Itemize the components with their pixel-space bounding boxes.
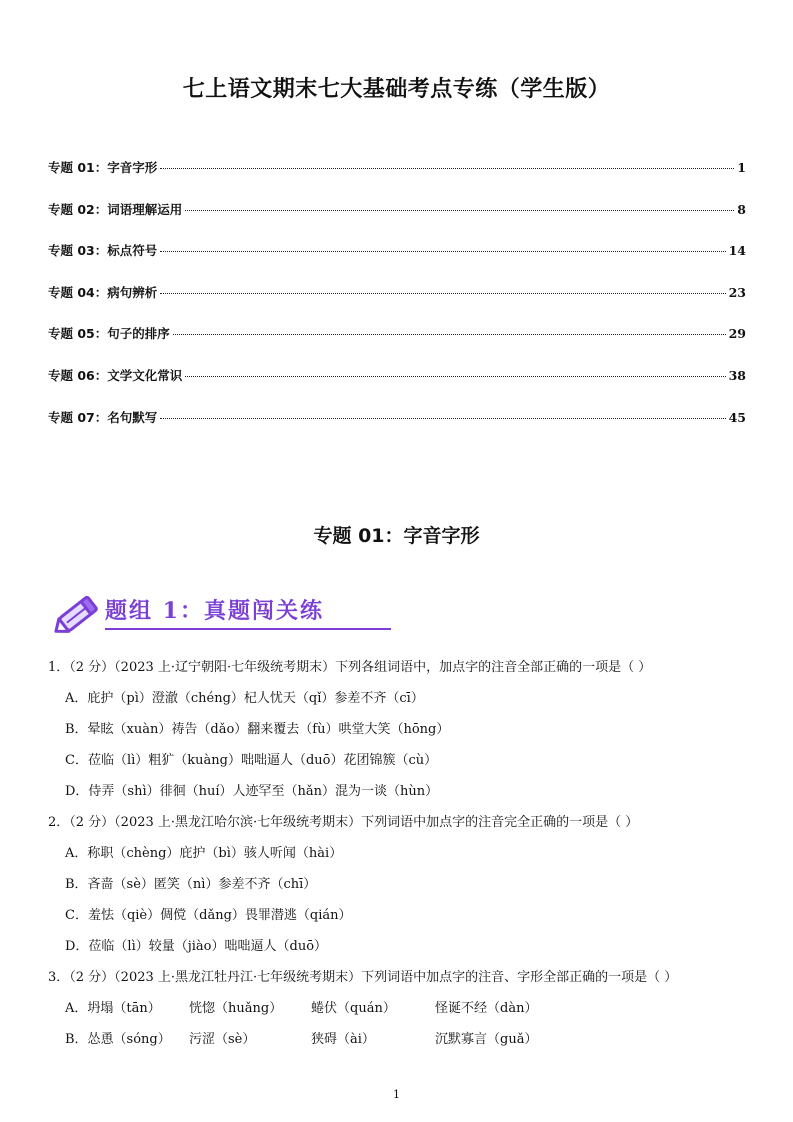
toc-leader-dots — [160, 251, 725, 252]
option-term: 蜷伏（quán） — [311, 1001, 396, 1016]
toc-label: 专题 03：标点符号 — [48, 243, 158, 258]
option-term: 怪诞不经（dàn） — [435, 1001, 538, 1016]
question-stem: 3．（2 分）（2023 上·黑龙江牡丹江·七年级统考期末）下列词语中加点字的注音、字形全部正确的一项是（ ） — [48, 970, 678, 985]
option-term: A．坍塌（tān） — [65, 1001, 161, 1016]
toc-page-number: 14 — [728, 243, 746, 258]
toc-label: 专题 04：病句辨析 — [48, 285, 158, 300]
toc-page-number: 29 — [728, 326, 746, 341]
toc-label: 专题 05：句子的排序 — [48, 326, 170, 341]
option-d[interactable]: D．侍弄（shì）徘徊（huí）人迹罕至（hǎn）混为一谈（hùn） — [65, 784, 439, 799]
option-b[interactable]: B．吝啬（sè）匿笑（nì）参差不齐（chī） — [65, 877, 317, 892]
option-a[interactable]: A．称职（chèng）庇护（bì）骇人听闻（hài） — [65, 846, 343, 861]
toc-label: 专题 06：文学文化常识 — [48, 368, 183, 383]
toc-leader-dots — [160, 418, 725, 419]
toc-leader-dots — [185, 376, 725, 377]
toc-entry-7[interactable] — [48, 408, 746, 428]
toc-page-number: 23 — [728, 285, 746, 300]
page-number: 1 — [393, 1088, 400, 1101]
section-title: 专题 01：字音字形 — [313, 525, 480, 547]
toc-leader-dots — [173, 334, 726, 335]
option-term: 污涩（sè） — [189, 1032, 256, 1047]
option-c[interactable]: C．羞怯（qiè）倜傥（dǎng）畏罪潜逃（qián） — [65, 908, 352, 923]
question-stem: 1．（2 分）（2023 上·辽宁朝阳·七年级统考期末）下列各组词语中，加点字的注音全部正确的一项是（ ） — [48, 660, 652, 675]
question-list — [48, 658, 748, 1061]
pencil-icon — [48, 584, 108, 644]
toc-label: 专题 01：字音字形 — [48, 160, 158, 175]
option-b[interactable] — [48, 1030, 748, 1061]
toc-leader-dots — [160, 293, 725, 294]
toc-page-number: 8 — [737, 202, 746, 217]
toc-entry-6[interactable] — [48, 366, 746, 386]
exercise-group-banner — [48, 584, 348, 644]
option-a[interactable] — [48, 999, 748, 1030]
banner-title: 题组 1：真题闯关练 — [105, 598, 324, 624]
document-title: 七上语文期末七大基础考点专练（学生版） — [182, 77, 611, 102]
option-a[interactable]: A．庇护（pì）澄澈（chéng）杞人忧天（qǐ）参差不齐（cī） — [65, 691, 424, 706]
option-term: 狭碍（ài） — [311, 1032, 375, 1047]
question-stem: 2．（2 分）（2023 上·黑龙江哈尔滨·七年级统考期末）下列词语中加点字的注音完全正确的一项是（ ） — [48, 815, 639, 830]
toc-page-number: 45 — [728, 410, 746, 425]
toc-entry-1[interactable] — [48, 158, 746, 178]
option-term: 沉默寡言（guǎ） — [435, 1032, 538, 1047]
toc-leader-dots — [185, 210, 734, 211]
option-term: 恍惚（huǎng） — [189, 1001, 283, 1016]
toc-label: 专题 02：词语理解运用 — [48, 202, 183, 217]
toc-entry-3[interactable] — [48, 241, 746, 261]
option-term: B．怂恿（sóng） — [65, 1032, 171, 1047]
toc-page-number: 1 — [737, 160, 746, 175]
question-1 — [48, 658, 748, 813]
option-c[interactable]: C．莅临（lì）粗犷（kuàng）咄咄逼人（duō）花团锦簇（cù） — [65, 753, 438, 768]
toc-entry-2[interactable] — [48, 200, 746, 220]
question-3 — [48, 968, 748, 1061]
option-d[interactable]: D．莅临（lì）较量（jiào）咄咄逼人（duō） — [65, 939, 328, 954]
toc-entry-4[interactable] — [48, 283, 746, 303]
toc-entry-5[interactable] — [48, 324, 746, 344]
banner-underline — [105, 628, 391, 630]
toc-page-number: 38 — [728, 368, 746, 383]
toc-label: 专题 07：名句默写 — [48, 410, 158, 425]
question-2 — [48, 813, 748, 968]
toc-leader-dots — [160, 168, 734, 169]
option-b[interactable]: B．晕眩（xuàn）祷告（dǎo）翻来覆去（fù）哄堂大笑（hōng） — [65, 722, 450, 737]
